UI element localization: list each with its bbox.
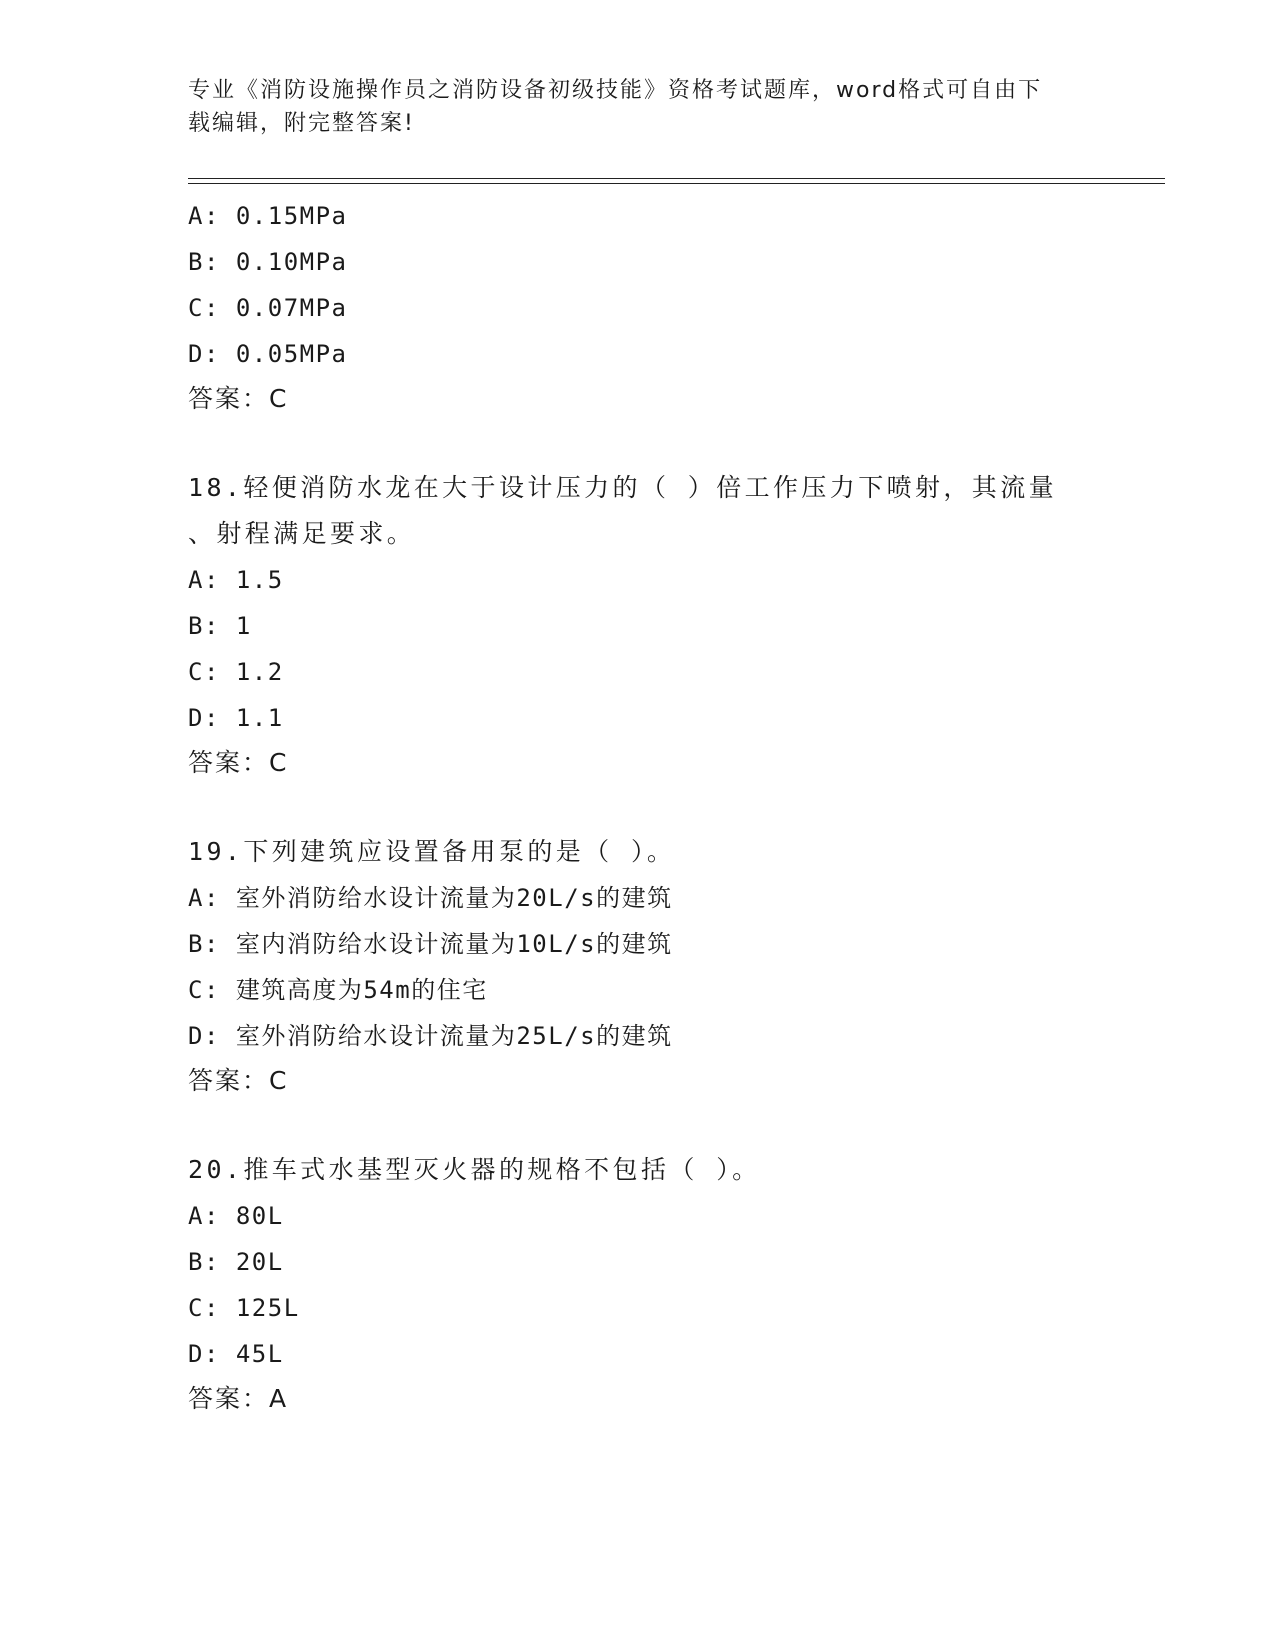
option-d: D: 1.1 [188, 704, 284, 732]
question-stem-continued: 、射程满足要求。 [188, 519, 416, 548]
option-a: A: 室外消防给水设计流量为20L/s的建筑 [188, 884, 673, 912]
answer: 答案：A [188, 1384, 289, 1413]
option-a: A: 0.15MPa [188, 202, 348, 230]
question-18 [188, 465, 1088, 785]
answer: 答案：C [188, 1066, 289, 1095]
question-list [188, 193, 1088, 1421]
answer: 答案：C [188, 748, 289, 777]
option-c: C: 125L [188, 1294, 300, 1322]
option-a: A: 80L [188, 1202, 284, 1230]
header-line-1: 专业《消防设施操作员之消防设备初级技能》资格考试题库，word格式可自由下 [188, 78, 1043, 103]
option-d: D: 45L [188, 1340, 284, 1368]
option-b: B: 1 [188, 612, 252, 640]
option-c: C: 1.2 [188, 658, 284, 686]
option-b: B: 0.10MPa [188, 248, 348, 276]
question-19 [188, 829, 1088, 1103]
document-header [188, 74, 1088, 140]
option-a: A: 1.5 [188, 566, 284, 594]
question-20 [188, 1147, 1088, 1421]
option-b: B: 室内消防给水设计流量为10L/s的建筑 [188, 930, 673, 958]
header-divider-top [188, 178, 1165, 179]
option-b: B: 20L [188, 1248, 284, 1276]
header-divider-bottom [188, 183, 1165, 184]
header-line-2: 载编辑，附完整答案! [188, 111, 415, 136]
answer: 答案：C [188, 384, 289, 413]
question-stem: 20.推车式水基型灭火器的规格不包括（ ）。 [188, 1155, 761, 1184]
option-d: D: 0.05MPa [188, 340, 348, 368]
option-d: D: 室外消防给水设计流量为25L/s的建筑 [188, 1022, 673, 1050]
option-c: C: 建筑高度为54m的住宅 [188, 976, 488, 1004]
option-c: C: 0.07MPa [188, 294, 348, 322]
question-17 [188, 193, 1088, 421]
question-stem: 18.轻便消防水龙在大于设计压力的（ ）倍工作压力下喷射，其流量 [188, 473, 1058, 502]
question-stem: 19.下列建筑应设置备用泵的是（ ）。 [188, 837, 676, 866]
